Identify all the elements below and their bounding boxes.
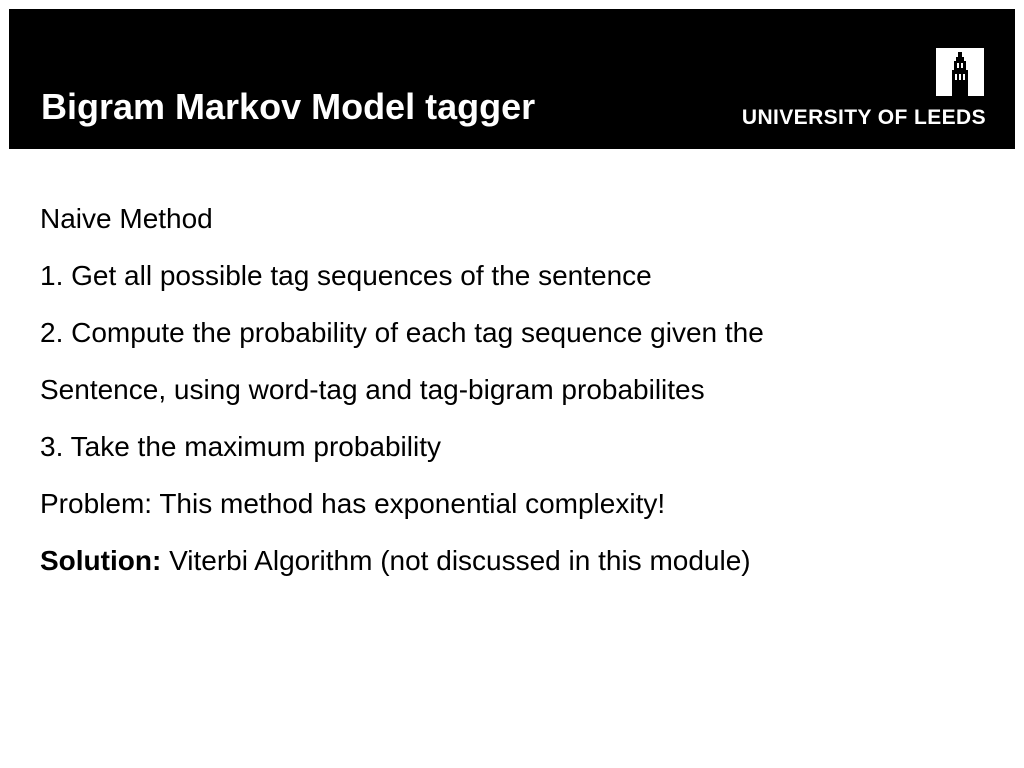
solution-statement [40, 532, 1000, 589]
step-2: 2. Compute the probability of each tag sequence given the [40, 317, 764, 348]
step-1: 1. Get all possible tag sequences of the sentence [40, 260, 652, 291]
leeds-tower-icon [936, 48, 984, 96]
solution-label: Solution: [40, 545, 162, 576]
solution-text: Viterbi Algorithm (not discussed in this module) [169, 545, 751, 576]
step-2-continued: Sentence, using word-tag and tag-bigram probabilites [40, 374, 705, 405]
section-heading: Naive Method [40, 203, 213, 234]
problem-statement: Problem: This method has exponential complexity! [40, 488, 666, 519]
university-logo-text: UNIVERSITY OF LEEDS [741, 106, 986, 129]
slide-header [9, 9, 1015, 149]
slide-body [40, 190, 1000, 589]
step-3: 3. Take the maximum probability [40, 431, 441, 462]
slide-title: Bigram Markov Model tagger [41, 86, 536, 127]
